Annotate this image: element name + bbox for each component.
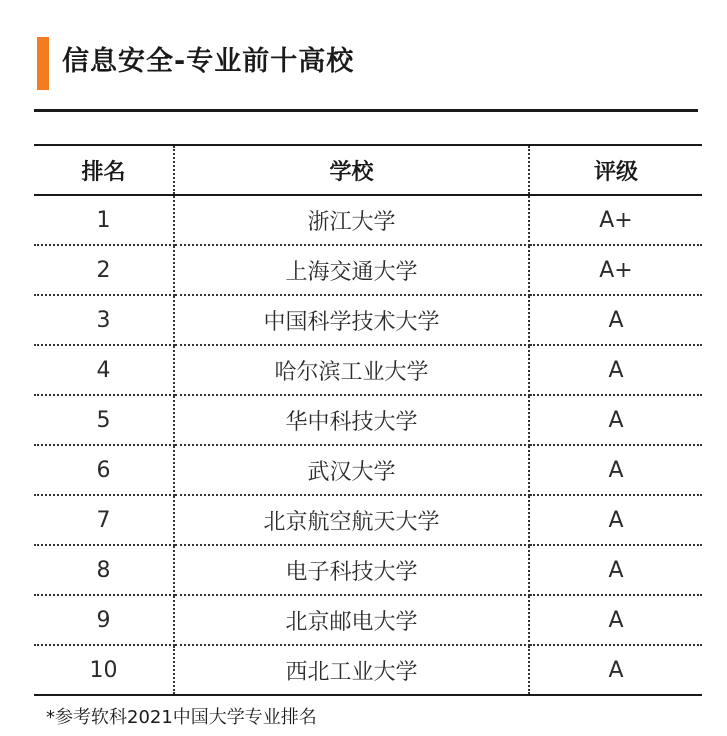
grade-cell: A: [529, 495, 702, 545]
school-cell: 上海交通大学: [174, 245, 529, 295]
rank-cell: 7: [34, 495, 174, 545]
grade-cell: A: [529, 645, 702, 695]
table-row: [34, 245, 702, 295]
page-title: 信息安全-专业前十高校: [62, 46, 355, 77]
school-cell: 武汉大学: [174, 445, 529, 495]
table-row: [34, 495, 702, 545]
school-cell: 浙江大学: [174, 195, 529, 245]
rank-cell: 6: [34, 445, 174, 495]
grade-cell: A+: [529, 195, 702, 245]
grade-cell: A: [529, 345, 702, 395]
grade-cell: A: [529, 595, 702, 645]
header-rank: 排名: [34, 145, 174, 195]
table-row: [34, 645, 702, 695]
school-cell: 哈尔滨工业大学: [174, 345, 529, 395]
table-row: [34, 295, 702, 345]
school-cell: 北京航空航天大学: [174, 495, 529, 545]
grade-cell: A: [529, 545, 702, 595]
rank-cell: 9: [34, 595, 174, 645]
school-cell: 电子科技大学: [174, 545, 529, 595]
ranking-table: [34, 144, 702, 696]
school-cell: 中国科学技术大学: [174, 295, 529, 345]
school-cell: 北京邮电大学: [174, 595, 529, 645]
grade-cell: A: [529, 395, 702, 445]
rank-cell: 5: [34, 395, 174, 445]
title-accent-bar: [37, 37, 49, 90]
rank-cell: 8: [34, 545, 174, 595]
grade-cell: A: [529, 445, 702, 495]
title-divider: [34, 109, 698, 112]
rank-cell: 4: [34, 345, 174, 395]
grade-cell: A+: [529, 245, 702, 295]
table-row: [34, 395, 702, 445]
table-row: [34, 445, 702, 495]
header-school: 学校: [174, 145, 529, 195]
rank-cell: 3: [34, 295, 174, 345]
table-row: [34, 545, 702, 595]
school-cell: 西北工业大学: [174, 645, 529, 695]
rank-cell: 10: [34, 645, 174, 695]
header-grade: 评级: [529, 145, 702, 195]
table-header-row: [34, 145, 702, 195]
rank-cell: 1: [34, 195, 174, 245]
table-row: [34, 595, 702, 645]
table-row: [34, 345, 702, 395]
school-cell: 华中科技大学: [174, 395, 529, 445]
grade-cell: A: [529, 295, 702, 345]
source-footnote: *参考软科2021中国大学专业排名: [46, 707, 317, 728]
table-row: [34, 195, 702, 245]
rank-cell: 2: [34, 245, 174, 295]
